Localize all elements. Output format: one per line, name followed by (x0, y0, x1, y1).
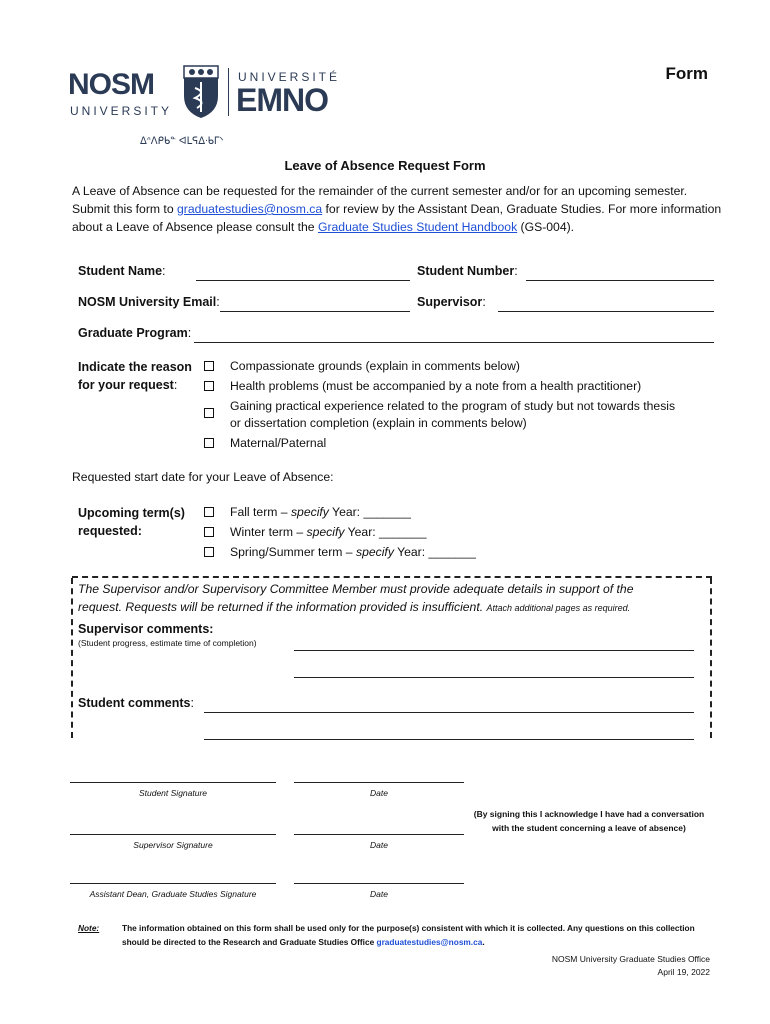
reason-checkbox-3[interactable] (204, 408, 214, 418)
dean-signature-line[interactable] (70, 883, 276, 884)
supervisor-date-line[interactable] (294, 834, 464, 835)
handbook-link[interactable]: Graduate Studies Student Handbook (317, 220, 518, 234)
term-spring: Spring/Summer term – specify Year: _______ (230, 545, 476, 559)
supervisor-comments-line-2[interactable] (294, 677, 694, 678)
supervisor-date-caption: Date (370, 840, 388, 850)
supervisor-signature-caption: Supervisor Signature (133, 840, 213, 850)
reason-option-1: Compassionate grounds (explain in comments below) (230, 359, 520, 373)
comments-notice: The Supervisor and/or Supervisory Committee Member must provide adequate details in support of the request. Requests will be returned if the information provided is insufficient. Attach additional pages as required. (78, 582, 634, 614)
logo-nosm: NOSM (68, 68, 154, 101)
logo-universite: UNIVERSITÉ (238, 70, 341, 84)
reason-checkbox-4[interactable] (204, 438, 214, 448)
supervisor-label: Supervisor: (417, 295, 486, 309)
student-name-label: Student Name: (78, 264, 166, 278)
comments-border-top (72, 576, 712, 578)
page-title: Leave of Absence Request Form (284, 158, 486, 173)
reason-option-2: Health problems (must be accompanied by a note from a health practitioner) (230, 379, 642, 393)
term-checkbox-fall[interactable] (204, 507, 214, 517)
student-signature-line[interactable] (70, 782, 276, 783)
supervisor-signature-line[interactable] (70, 834, 276, 835)
logo-syllabics: ᐃᐢᐱᑭᑲᓐ ᐊᒪᕋᐃᐧᑲᒥᐠ (140, 136, 224, 147)
logo-emno: EMNO (236, 82, 328, 118)
term-checkbox-spring[interactable] (204, 547, 214, 557)
start-date-label: Requested start date for your Leave of Absence: (72, 470, 334, 484)
reason-label: Indicate the reason for your request: (78, 360, 192, 392)
email-link[interactable]: graduatestudies@nosm.ca (176, 202, 323, 216)
crest-icon (182, 62, 220, 120)
student-comments-line-1[interactable] (204, 712, 694, 713)
reason-checkbox-1[interactable] (204, 361, 214, 371)
term-checkbox-winter[interactable] (204, 527, 214, 537)
supervisor-comments-hint: (Student progress, estimate time of completion) (78, 638, 257, 648)
term-winter: Winter term – specify Year: _______ (230, 525, 427, 539)
student-comments-line-2[interactable] (204, 739, 694, 740)
supervisor-comments-line-1[interactable] (294, 650, 694, 651)
footer-office: NOSM University Graduate Studies Office (551, 954, 710, 964)
acknowledge-text: (By signing this I acknowledge I have had a conversation with the student concerning a leave of absence) (473, 809, 705, 833)
footer (552, 953, 710, 979)
reason-option-3: Gaining practical experience related to the program of study but not towards thesis or dissertation completion (explain in comments below) (230, 399, 676, 430)
program-label: Graduate Program: (78, 326, 192, 340)
program-field[interactable] (194, 342, 714, 343)
reason-checkbox-2[interactable] (204, 381, 214, 391)
intro-paragraph: A Leave of Absence can be requested for the remainder of the current semester and/or for an upcoming semester. Submit this form to graduatestudies@nosm.ca for review by the Assistant Dean, Graduate Studies. For more information about a Leave of Absence please consult the Graduate Studies Student Handbook (GS-004). (72, 184, 722, 234)
dean-date-caption: Date (370, 889, 388, 899)
student-number-label: Student Number: (417, 264, 518, 278)
term-fall: Fall term – specify Year: _______ (230, 505, 411, 519)
comments-border-right (710, 578, 712, 738)
dean-signature-caption: Assistant Dean, Graduate Studies Signature (89, 889, 257, 899)
note-email-link[interactable]: graduatestudies@nosm.ca (376, 937, 483, 947)
form-label: Form (665, 64, 708, 83)
student-date-caption: Date (370, 788, 388, 798)
student-comments-label: Student comments: (78, 696, 194, 710)
comments-border-left (71, 578, 73, 738)
logo-university: UNIVERSITY (70, 104, 173, 118)
note-label: Note: (78, 923, 100, 933)
student-number-field[interactable] (526, 280, 714, 281)
student-name-field[interactable] (196, 280, 410, 281)
supervisor-comments-label: Supervisor comments: (78, 622, 214, 636)
nosm-logo (68, 60, 340, 150)
terms-label: Upcoming term(s) requested: (78, 506, 185, 538)
email-field[interactable] (220, 311, 410, 312)
supervisor-field[interactable] (498, 311, 714, 312)
footer-date: April 19, 2022 (657, 967, 710, 977)
email-label: NOSM University Email: (78, 295, 220, 309)
dean-date-line[interactable] (294, 883, 464, 884)
reason-option-4: Maternal/Paternal (230, 436, 327, 450)
student-date-line[interactable] (294, 782, 464, 783)
logo-divider (228, 68, 229, 116)
student-signature-caption: Student Signature (138, 788, 208, 798)
note-text: The information obtained on this form shall be used only for the purpose(s) consistent with which it is collected. Any questions on this collection should be directed to the Research and Graduate Studies Office graduatestudies@nosm.ca. (122, 923, 695, 947)
